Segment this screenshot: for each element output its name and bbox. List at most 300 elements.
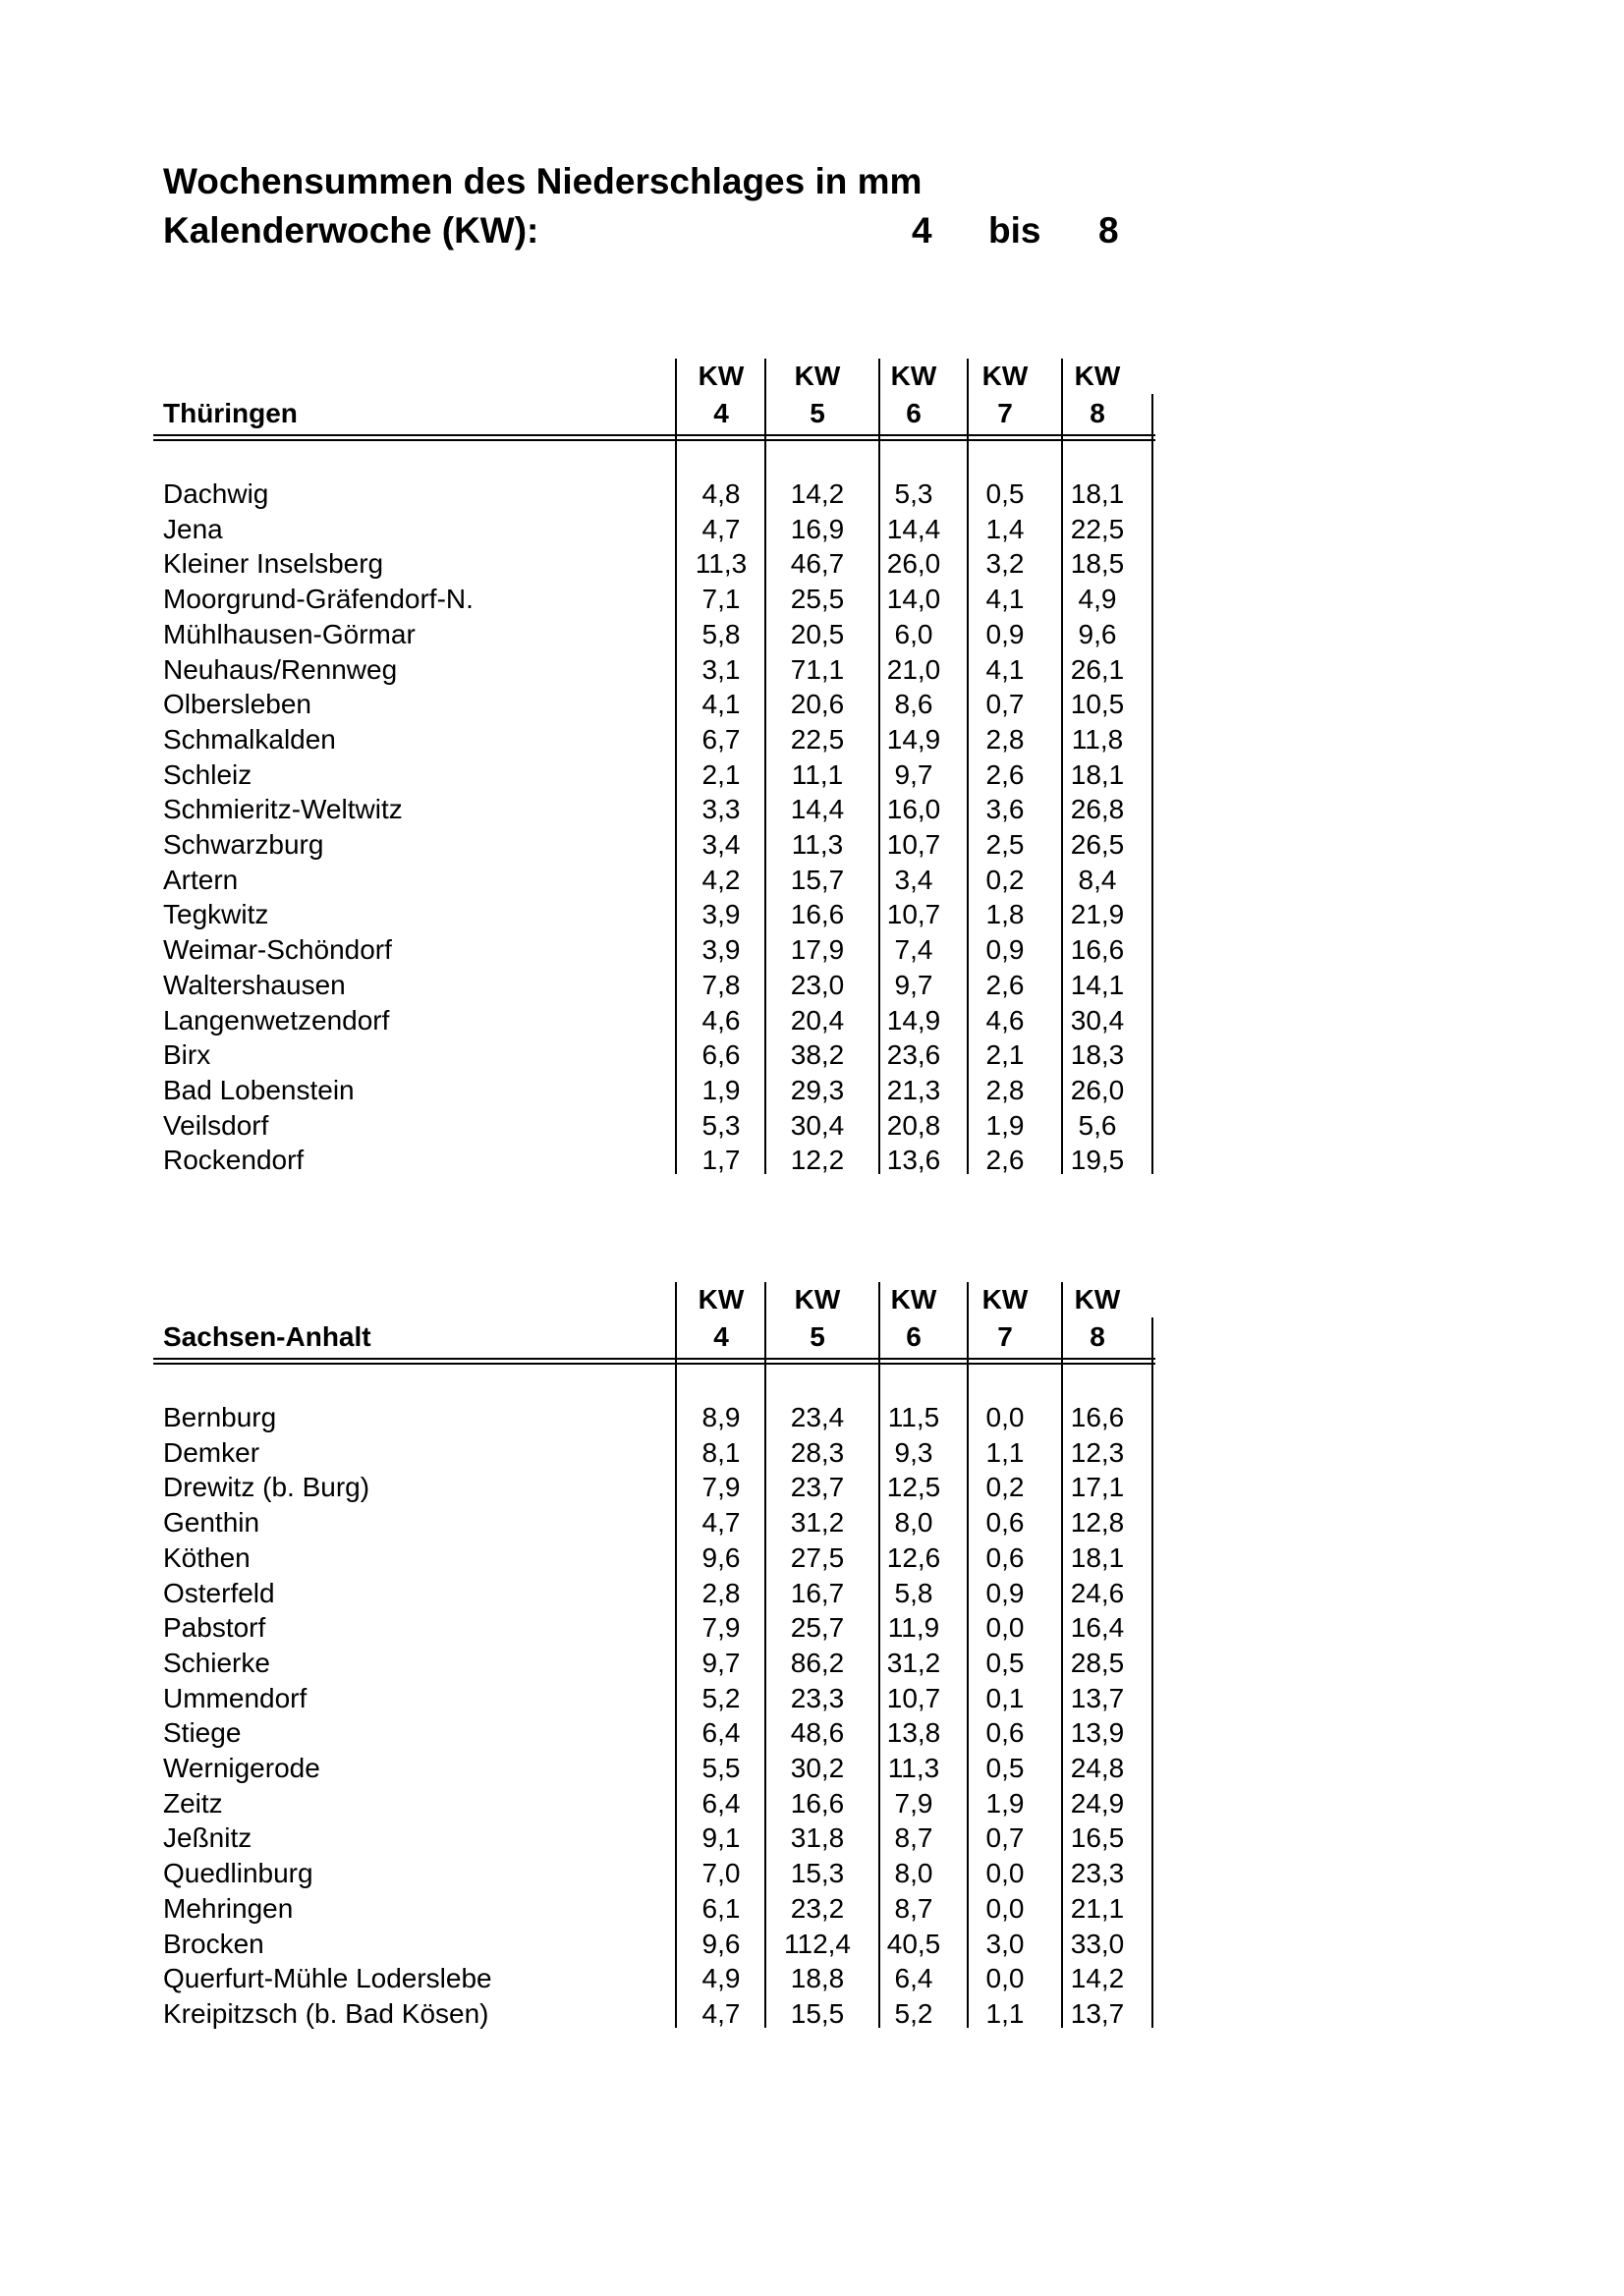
- value-cell: 0,0: [985, 1858, 1025, 1889]
- header-rule: [153, 1358, 1155, 1360]
- value-cell: 14,9: [886, 723, 941, 755]
- value-cell: 14,4: [886, 513, 941, 544]
- table-row: [163, 1715, 1155, 1751]
- value-cell: 0,9: [985, 618, 1025, 649]
- title-line-1: [163, 157, 922, 206]
- value-cell: 15,3: [790, 1858, 845, 1889]
- header-row-numbers: [163, 396, 1155, 431]
- table-row: [163, 1610, 1155, 1646]
- value-cell: 6,4: [701, 1717, 741, 1749]
- value-cell: 20,8: [886, 1109, 941, 1141]
- column-separator: [675, 1282, 677, 2028]
- value-cell: 11,5: [887, 1402, 940, 1432]
- value-cell: 14,2: [790, 478, 845, 509]
- value-cell: 112,4: [784, 1928, 851, 1959]
- value-cell: 5,2: [894, 1997, 933, 2029]
- value-cell: 18,1: [1070, 1541, 1125, 1573]
- table-row: [163, 1003, 1155, 1038]
- table-row: [163, 757, 1155, 793]
- value-cell: 0,5: [985, 1647, 1025, 1678]
- value-cell: 7,4: [894, 934, 933, 966]
- station-name: Mühlhausen-Görmar: [163, 618, 416, 649]
- value-cell: 9,6: [1078, 618, 1117, 649]
- value-cell: 18,1: [1070, 478, 1125, 509]
- table-row: [163, 1786, 1155, 1821]
- column-header-label: KW: [981, 1284, 1029, 1315]
- value-cell: 11,8: [1071, 723, 1124, 755]
- table-row: [163, 1108, 1155, 1144]
- table-row: [163, 1037, 1155, 1073]
- table-row: [163, 897, 1155, 932]
- value-cell: 0,5: [985, 1753, 1025, 1783]
- station-name: Querfurt-Mühle Loderslebe: [163, 1963, 492, 1994]
- value-cell: 0,0: [985, 1892, 1025, 1924]
- column-separator: [878, 1282, 880, 2028]
- column-header-number: 6: [906, 1321, 922, 1352]
- value-cell: 0,9: [985, 934, 1025, 966]
- value-cell: 2,8: [985, 723, 1025, 755]
- value-cell: 4,1: [701, 689, 741, 720]
- value-cell: 3,4: [894, 864, 933, 895]
- station-name: Rockendorf: [163, 1145, 305, 1176]
- value-cell: 13,8: [886, 1717, 941, 1749]
- value-cell: 21,0: [886, 653, 941, 685]
- value-cell: 3,3: [701, 794, 741, 825]
- value-cell: 14,2: [1070, 1963, 1125, 1994]
- table-row: [163, 722, 1155, 757]
- value-cell: 7,0: [701, 1858, 741, 1889]
- value-cell: 21,9: [1070, 899, 1125, 930]
- value-cell: 5,8: [701, 618, 741, 649]
- table-row: [163, 792, 1155, 827]
- value-cell: 18,8: [790, 1963, 845, 1994]
- column-header-label: KW: [890, 361, 937, 391]
- value-cell: 9,1: [701, 1822, 741, 1854]
- value-cell: 1,7: [701, 1145, 741, 1176]
- value-cell: 26,8: [1070, 794, 1125, 825]
- value-cell: 13,7: [1070, 1997, 1125, 2029]
- header-row-labels: [163, 1282, 1155, 1317]
- value-cell: 0,9: [985, 1577, 1025, 1608]
- value-cell: 9,7: [894, 758, 933, 790]
- value-cell: 9,6: [701, 1928, 741, 1959]
- table-row: [163, 1073, 1155, 1108]
- value-cell: 21,1: [1070, 1892, 1125, 1924]
- value-cell: 0,7: [985, 689, 1025, 720]
- column-separator: [967, 359, 969, 1174]
- table-row: [163, 652, 1155, 688]
- value-cell: 7,9: [701, 1612, 741, 1644]
- station-name: Neuhaus/Rennweg: [163, 653, 398, 685]
- title-line-2: [163, 206, 1119, 255]
- station-name: Wernigerode: [163, 1753, 320, 1783]
- value-cell: 0,6: [985, 1507, 1025, 1539]
- value-cell: 4,7: [701, 513, 741, 544]
- station-name: Zeitz: [163, 1787, 223, 1819]
- value-cell: 22,5: [1070, 513, 1125, 544]
- value-cell: 3,1: [701, 653, 741, 685]
- value-cell: 28,5: [1070, 1647, 1125, 1678]
- value-cell: 13,9: [1070, 1717, 1125, 1749]
- value-cell: 8,0: [894, 1507, 933, 1539]
- value-cell: 29,3: [790, 1074, 845, 1105]
- station-name: Kleiner Inselsberg: [163, 548, 384, 580]
- value-cell: 33,0: [1070, 1928, 1125, 1959]
- column-header-number: 6: [906, 398, 922, 428]
- value-cell: 15,5: [790, 1997, 845, 2029]
- value-cell: 18,1: [1070, 758, 1125, 790]
- station-name: Schwarzburg: [163, 829, 324, 860]
- header-rule: [153, 434, 1155, 436]
- value-cell: 6,6: [701, 1039, 741, 1071]
- station-name: Bernburg: [163, 1402, 277, 1432]
- value-cell: 1,9: [985, 1109, 1025, 1141]
- column-header-number: 4: [713, 398, 729, 428]
- column-header-number: 4: [713, 1321, 729, 1352]
- value-cell: 9,7: [894, 969, 933, 1000]
- value-cell: 8,1: [701, 1436, 741, 1468]
- station-name: Dachwig: [163, 478, 269, 509]
- value-cell: 1,4: [985, 513, 1025, 544]
- station-name: Schleiz: [163, 758, 252, 790]
- value-cell: 10,7: [886, 829, 941, 860]
- value-cell: 5,6: [1078, 1109, 1117, 1141]
- value-cell: 12,3: [1070, 1436, 1125, 1468]
- value-cell: 8,7: [894, 1892, 933, 1924]
- title-text: Wochensummen des Niederschlages in mm: [163, 161, 923, 201]
- table-row: [163, 546, 1155, 582]
- station-name: Langenwetzendorf: [163, 1004, 390, 1036]
- value-cell: 16,6: [790, 899, 845, 930]
- value-cell: 7,9: [701, 1472, 741, 1503]
- header-rule: [153, 439, 1155, 441]
- value-cell: 24,8: [1070, 1753, 1125, 1783]
- value-cell: 13,6: [886, 1145, 941, 1176]
- column-header-label: KW: [1074, 1284, 1121, 1315]
- value-cell: 4,2: [701, 864, 741, 895]
- value-cell: 8,6: [894, 689, 933, 720]
- value-cell: 10,7: [886, 1682, 941, 1713]
- table-row: [163, 1927, 1155, 1962]
- value-cell: 5,5: [701, 1753, 741, 1783]
- value-cell: 10,5: [1070, 689, 1125, 720]
- table-row: [163, 1891, 1155, 1927]
- table-row: [163, 512, 1155, 547]
- station-name: Schmieritz-Weltwitz: [163, 794, 403, 825]
- station-name: Köthen: [163, 1541, 251, 1573]
- value-cell: 23,3: [1070, 1858, 1125, 1889]
- station-name: Schmalkalden: [163, 723, 336, 755]
- value-cell: 17,1: [1070, 1472, 1125, 1503]
- header-row-labels: [163, 359, 1155, 394]
- table-row: [163, 582, 1155, 617]
- value-cell: 5,3: [894, 478, 933, 509]
- value-cell: 16,4: [1070, 1612, 1125, 1644]
- column-header-label: KW: [698, 361, 745, 391]
- table-row: [163, 827, 1155, 863]
- value-cell: 31,2: [886, 1647, 941, 1678]
- column-header-number: 5: [810, 398, 825, 428]
- value-cell: 23,7: [790, 1472, 845, 1503]
- value-cell: 7,8: [701, 969, 741, 1000]
- value-cell: 30,2: [790, 1753, 845, 1783]
- table-row: [163, 1820, 1155, 1856]
- value-cell: 26,1: [1070, 653, 1125, 685]
- station-name: Waltershausen: [163, 969, 346, 1000]
- value-cell: 12,8: [1070, 1507, 1125, 1539]
- region-name: Sachsen-Anhalt: [163, 1321, 371, 1352]
- station-name: Moorgrund-Gräfendorf-N.: [163, 584, 474, 615]
- value-cell: 2,1: [701, 758, 741, 790]
- station-name: Genthin: [163, 1507, 260, 1539]
- region-name: Thüringen: [163, 398, 298, 428]
- header-row-numbers: [163, 1319, 1155, 1355]
- value-cell: 10,7: [886, 899, 941, 930]
- value-cell: 20,4: [790, 1004, 845, 1036]
- table-row: [163, 1435, 1155, 1471]
- value-cell: 0,0: [985, 1963, 1025, 1994]
- value-cell: 2,1: [985, 1039, 1025, 1071]
- value-cell: 86,2: [790, 1647, 845, 1678]
- value-cell: 26,0: [886, 548, 941, 580]
- value-cell: 0,7: [985, 1822, 1025, 1854]
- value-cell: 4,8: [701, 478, 741, 509]
- station-name: Birx: [163, 1039, 211, 1071]
- value-cell: 9,6: [701, 1541, 741, 1573]
- value-cell: 6,7: [701, 723, 741, 755]
- week-to: 8: [1098, 210, 1119, 251]
- column-separator: [764, 1282, 766, 2028]
- table-row: [163, 863, 1155, 898]
- value-cell: 16,6: [1070, 1402, 1125, 1432]
- document-title: [163, 157, 1119, 255]
- table-row: [163, 1961, 1155, 1996]
- table-row: [163, 1576, 1155, 1611]
- value-cell: 24,9: [1070, 1787, 1125, 1819]
- value-cell: 1,9: [701, 1074, 741, 1105]
- column-header-label: KW: [981, 361, 1029, 391]
- value-cell: 11,3: [791, 829, 844, 860]
- value-cell: 14,1: [1070, 969, 1125, 1000]
- value-cell: 17,9: [790, 934, 845, 966]
- value-cell: 16,9: [790, 513, 845, 544]
- column-separator: [967, 1282, 969, 2028]
- value-cell: 31,2: [790, 1507, 845, 1539]
- value-cell: 11,1: [791, 758, 844, 790]
- table-row: [163, 1400, 1155, 1435]
- value-cell: 14,4: [790, 794, 845, 825]
- value-cell: 3,0: [985, 1928, 1025, 1959]
- value-cell: 23,0: [790, 969, 845, 1000]
- value-cell: 28,3: [790, 1436, 845, 1468]
- value-cell: 1,8: [985, 899, 1025, 930]
- table-row: [163, 1681, 1155, 1716]
- station-name: Brocken: [163, 1928, 264, 1959]
- value-cell: 3,9: [701, 934, 741, 966]
- week-from: 4: [912, 210, 932, 251]
- station-name: Stiege: [163, 1717, 242, 1749]
- value-cell: 3,6: [985, 794, 1025, 825]
- value-cell: 5,8: [894, 1577, 933, 1608]
- value-cell: 18,5: [1070, 548, 1125, 580]
- week-bis: bis: [988, 210, 1041, 251]
- station-name: Veilsdorf: [163, 1109, 269, 1141]
- value-cell: 1,1: [985, 1997, 1025, 2029]
- value-cell: 9,7: [701, 1647, 741, 1678]
- value-cell: 0,2: [985, 1472, 1025, 1503]
- value-cell: 6,4: [701, 1787, 741, 1819]
- value-cell: 11,3: [695, 548, 748, 580]
- value-cell: 31,8: [790, 1822, 845, 1854]
- table-row: [163, 1856, 1155, 1891]
- value-cell: 24,6: [1070, 1577, 1125, 1608]
- value-cell: 8,4: [1078, 864, 1117, 895]
- column-header-label: KW: [890, 1284, 937, 1315]
- value-cell: 11,3: [887, 1753, 940, 1783]
- table-row: [163, 1996, 1155, 2032]
- table-row: [163, 1143, 1155, 1178]
- table-row: [163, 1540, 1155, 1576]
- table-row: [163, 968, 1155, 1003]
- station-name: Ummendorf: [163, 1682, 308, 1713]
- value-cell: 16,5: [1070, 1822, 1125, 1854]
- column-header-number: 7: [997, 1321, 1013, 1352]
- station-name: Artern: [163, 864, 239, 895]
- station-name: Olbersleben: [163, 689, 311, 720]
- value-cell: 13,7: [1070, 1682, 1125, 1713]
- value-cell: 23,4: [790, 1402, 845, 1432]
- column-separator: [1061, 1282, 1063, 2028]
- column-separator: [675, 359, 677, 1174]
- value-cell: 4,7: [701, 1997, 741, 2029]
- column-separator: [1151, 1317, 1153, 2028]
- value-cell: 46,7: [790, 548, 845, 580]
- value-cell: 12,5: [886, 1472, 941, 1503]
- value-cell: 40,5: [886, 1928, 941, 1959]
- value-cell: 23,2: [790, 1892, 845, 1924]
- value-cell: 8,7: [894, 1822, 933, 1854]
- value-cell: 4,7: [701, 1507, 741, 1539]
- station-name: Drewitz (b. Burg): [163, 1472, 370, 1503]
- value-cell: 6,1: [701, 1892, 741, 1924]
- value-cell: 5,3: [701, 1109, 741, 1141]
- value-cell: 3,9: [701, 899, 741, 930]
- value-cell: 16,0: [886, 794, 941, 825]
- value-cell: 14,9: [886, 1004, 941, 1036]
- table-row: [163, 932, 1155, 968]
- column-header-number: 7: [997, 398, 1013, 428]
- station-name: Quedlinburg: [163, 1858, 313, 1889]
- value-cell: 8,0: [894, 1858, 933, 1889]
- value-cell: 30,4: [790, 1109, 845, 1141]
- station-name: Demker: [163, 1436, 260, 1468]
- column-separator: [878, 359, 880, 1174]
- value-cell: 0,6: [985, 1541, 1025, 1573]
- value-cell: 20,5: [790, 618, 845, 649]
- value-cell: 2,6: [985, 969, 1025, 1000]
- column-header-label: KW: [698, 1284, 745, 1315]
- value-cell: 3,4: [701, 829, 741, 860]
- station-name: Bad Lobenstein: [163, 1074, 355, 1105]
- value-cell: 6,0: [894, 618, 933, 649]
- table-row: [163, 1646, 1155, 1681]
- column-separator: [1151, 394, 1153, 1174]
- station-name: Jena: [163, 513, 223, 544]
- table-row: [163, 1751, 1155, 1786]
- value-cell: 23,3: [790, 1682, 845, 1713]
- station-name: Mehringen: [163, 1892, 294, 1924]
- value-cell: 0,1: [985, 1682, 1025, 1713]
- table-row: [163, 1470, 1155, 1505]
- value-cell: 11,9: [887, 1612, 940, 1644]
- value-cell: 7,9: [894, 1787, 933, 1819]
- station-name: Pabstorf: [163, 1612, 266, 1644]
- header-rule: [153, 1363, 1155, 1365]
- value-cell: 25,7: [790, 1612, 845, 1644]
- value-cell: 4,1: [985, 653, 1025, 685]
- value-cell: 22,5: [790, 723, 845, 755]
- value-cell: 30,4: [1070, 1004, 1125, 1036]
- table-row: [163, 476, 1155, 512]
- value-cell: 6,4: [894, 1963, 933, 1994]
- value-cell: 2,5: [985, 829, 1025, 860]
- station-name: Schierke: [163, 1647, 270, 1678]
- value-cell: 5,2: [701, 1682, 741, 1713]
- value-cell: 8,9: [701, 1402, 741, 1432]
- value-cell: 48,6: [790, 1717, 845, 1749]
- value-cell: 4,6: [985, 1004, 1025, 1036]
- value-cell: 21,3: [886, 1074, 941, 1105]
- column-header-label: KW: [1074, 361, 1121, 391]
- column-separator: [1061, 359, 1063, 1174]
- value-cell: 1,1: [985, 1436, 1025, 1468]
- station-name: Weimar-Schöndorf: [163, 934, 392, 966]
- value-cell: 14,0: [886, 584, 941, 615]
- column-header-number: 8: [1090, 398, 1105, 428]
- value-cell: 71,1: [790, 653, 845, 685]
- value-cell: 0,6: [985, 1717, 1025, 1749]
- value-cell: 26,5: [1070, 829, 1125, 860]
- value-cell: 38,2: [790, 1039, 845, 1071]
- value-cell: 16,7: [790, 1577, 845, 1608]
- value-cell: 2,8: [701, 1577, 741, 1608]
- value-cell: 20,6: [790, 689, 845, 720]
- value-cell: 15,7: [790, 864, 845, 895]
- value-cell: 0,5: [985, 478, 1025, 509]
- table-row: [163, 687, 1155, 722]
- week-range-label: Kalenderwoche (KW):: [163, 210, 539, 251]
- table-row: [163, 1505, 1155, 1540]
- column-separator: [764, 359, 766, 1174]
- value-cell: 4,9: [1078, 584, 1117, 615]
- value-cell: 19,5: [1070, 1145, 1125, 1176]
- value-cell: 16,6: [1070, 934, 1125, 966]
- value-cell: 3,2: [985, 548, 1025, 580]
- value-cell: 0,0: [985, 1612, 1025, 1644]
- value-cell: 1,9: [985, 1787, 1025, 1819]
- table-row: [163, 617, 1155, 652]
- value-cell: 26,0: [1070, 1074, 1125, 1105]
- value-cell: 2,6: [985, 1145, 1025, 1176]
- value-cell: 23,6: [886, 1039, 941, 1071]
- column-header-number: 8: [1090, 1321, 1105, 1352]
- value-cell: 0,0: [985, 1402, 1025, 1432]
- column-header-label: KW: [794, 1284, 841, 1315]
- station-name: Jeßnitz: [163, 1822, 252, 1854]
- station-name: Kreipitzsch (b. Bad Kösen): [163, 1997, 489, 2029]
- station-name: Tegkwitz: [163, 899, 269, 930]
- station-name: Osterfeld: [163, 1577, 275, 1608]
